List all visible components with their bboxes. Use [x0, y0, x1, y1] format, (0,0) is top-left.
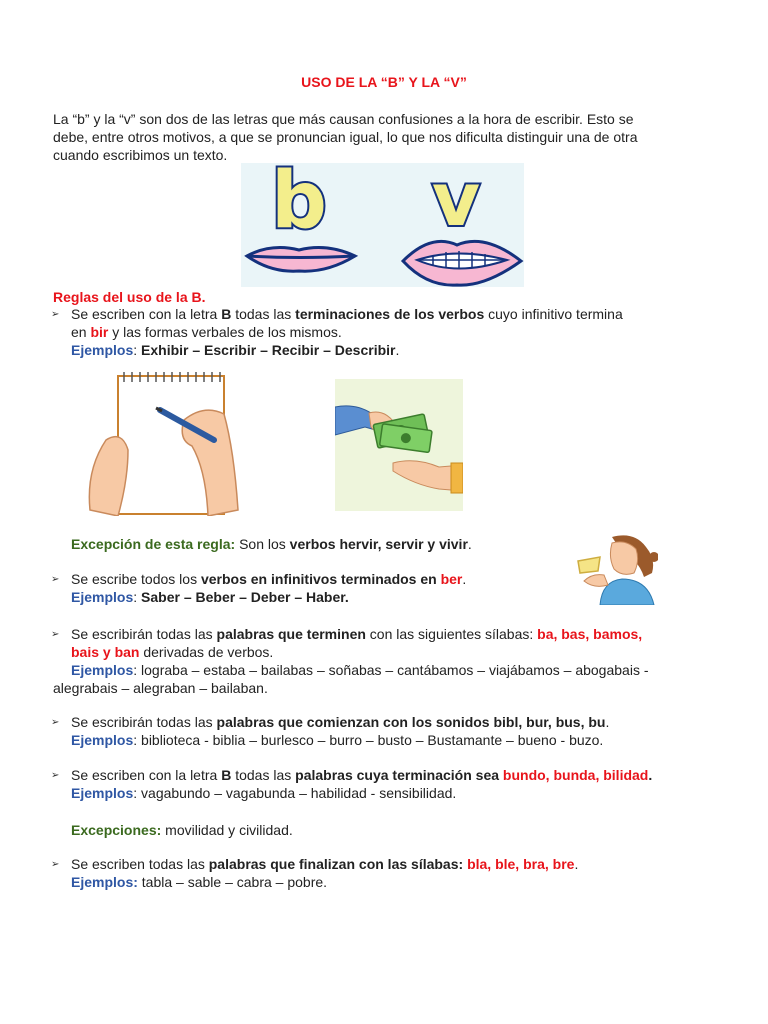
rule-5-line-1: Se escriben con la letra B todas las palabras cuya terminación sea bundo, bunda, bilidad.	[71, 767, 653, 783]
rule-3-examples: Ejemplos: lograba – estaba – bailabas – soñabas – cantábamos – viajábamos – abogabais -	[71, 662, 649, 678]
money-exchange-illustration	[335, 379, 463, 511]
intro-line-2: debe, entre otros motivos, a que se pronuncian igual, lo que nos dificulta distinguir una de otra	[53, 129, 638, 145]
bullet-icon: ➢	[51, 717, 60, 728]
letter-v: v	[431, 163, 481, 243]
rule-3-examples-cont: alegrabais – alegraban – bailaban.	[53, 680, 268, 696]
document-title: USO DE LA “B” Y LA “V”	[301, 74, 467, 90]
rule-3-line-1: Se escribirán todas las palabras que terminen con las siguientes sílabas: ba, bas, bamos,	[71, 626, 643, 642]
exception-1: Excepción de esta regla: Son los verbos hervir, servir y vivir.	[71, 536, 472, 552]
girl-drinking-illustration	[574, 533, 658, 605]
rule-4-examples: Ejemplos: biblioteca - biblia – burlesco – burro – busto – Bustamante – bueno - buzo.	[71, 732, 604, 748]
intro-line-1: La “b” y la “v” son dos de las letras que más causan confusiones a la hora de escribir. Esto se	[53, 111, 634, 127]
letters-lips-illustration	[241, 163, 524, 287]
section-title: Reglas del uso de la B.	[53, 289, 206, 305]
exception-2: Excepciones: movilidad y civilidad.	[71, 822, 293, 838]
rule-6-examples: Ejemplos: tabla – sable – cabra – pobre.	[71, 874, 328, 890]
bullet-icon: ➢	[51, 629, 60, 640]
rule-1-examples: Ejemplos: Exhibir – Escribir – Recibir – Describir.	[71, 342, 400, 358]
rule-2-line-1: Se escribe todos los verbos en infinitivos terminados en ber.	[71, 571, 467, 587]
rule-1-line-1: Se escriben con la letra B todas las terminaciones de los verbos cuyo infinitivo termina	[71, 306, 623, 322]
bullet-icon: ➢	[51, 859, 60, 870]
rule-2-examples: Ejemplos: Saber – Beber – Deber – Haber.	[71, 589, 349, 605]
rule-1-line-2: en bir y las formas verbales de los mismos.	[71, 324, 342, 340]
bullet-icon: ➢	[51, 770, 60, 781]
rule-6-line-1: Se escriben todas las palabras que finalizan con las sílabas: bla, ble, bra, bre.	[71, 856, 579, 872]
intro-line-3: cuando escribimos un texto.	[53, 147, 228, 163]
rule-3-line-2: bais y ban derivadas de verbos.	[71, 644, 274, 660]
letter-b: b	[271, 163, 327, 246]
rule-5-examples: Ejemplos: vagabundo – vagabunda – habilidad - sensibilidad.	[71, 785, 457, 801]
notepad-writing-illustration	[88, 370, 248, 516]
bullet-icon: ➢	[51, 574, 60, 585]
rule-4-line-1: Se escribirán todas las palabras que comienzan con los sonidos bibl, bur, bus, bu.	[71, 714, 610, 730]
bullet-icon: ➢	[51, 309, 60, 320]
